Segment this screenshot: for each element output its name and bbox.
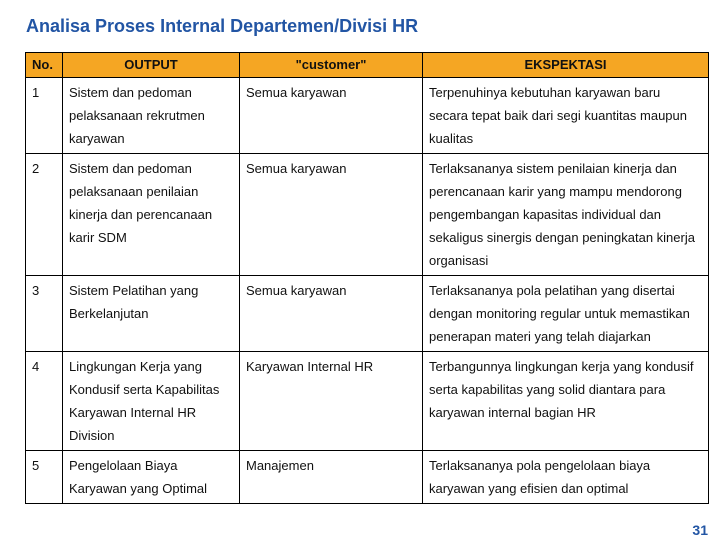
slide-title: Analisa Proses Internal Departemen/Divisi HR xyxy=(26,16,419,36)
cell-customer: Semua karyawan xyxy=(240,276,423,352)
table-row xyxy=(26,276,709,352)
cell-no: 2 xyxy=(26,154,63,276)
cell-no: 3 xyxy=(26,276,63,352)
cell-customer: Semua karyawan xyxy=(240,154,423,276)
cell-ekspektasi: Terlaksananya pola pelatihan yang disertai dengan monitoring regular untuk memastikan penerapan materi yang telah diajarkan xyxy=(423,276,709,352)
cell-output: Sistem Pelatihan yang Berkelanjutan xyxy=(63,276,240,352)
cell-customer: Manajemen xyxy=(240,451,423,504)
cell-customer: Semua karyawan xyxy=(240,78,423,154)
table-row xyxy=(26,352,709,451)
header-no: No. xyxy=(26,53,63,78)
page-number: 31 xyxy=(692,522,708,538)
cell-no: 1 xyxy=(26,78,63,154)
table-row xyxy=(26,78,709,154)
hr-process-table xyxy=(25,52,709,504)
cell-ekspektasi: Terbangunnya lingkungan kerja yang kondusif serta kapabilitas yang solid diantara para karyawan internal bagian HR xyxy=(423,352,709,451)
table-header-row xyxy=(26,53,709,78)
cell-output: Sistem dan pedoman pelaksanaan penilaian kinerja dan perencanaan karir SDM xyxy=(63,154,240,276)
cell-output: Sistem dan pedoman pelaksanaan rekrutmen karyawan xyxy=(63,78,240,154)
header-output: OUTPUT xyxy=(63,53,240,78)
cell-customer: Karyawan Internal HR xyxy=(240,352,423,451)
header-customer: "customer" xyxy=(240,53,423,78)
table-row xyxy=(26,154,709,276)
cell-ekspektasi: Terpenuhinya kebutuhan karyawan baru secara tepat baik dari segi kuantitas maupun kualitas xyxy=(423,78,709,154)
cell-no: 4 xyxy=(26,352,63,451)
cell-output: Lingkungan Kerja yang Kondusif serta Kapabilitas Karyawan Internal HR Division xyxy=(63,352,240,451)
cell-no: 5 xyxy=(26,451,63,504)
cell-output: Pengelolaan Biaya Karyawan yang Optimal xyxy=(63,451,240,504)
header-ekspektasi: EKSPEKTASI xyxy=(423,53,709,78)
cell-ekspektasi: Terlaksananya sistem penilaian kinerja dan perencanaan karir yang mampu mendorong pengembangan kapasitas individual dan sekaligus sinergis dengan peningkatan kinerja organisasi xyxy=(423,154,709,276)
table-row xyxy=(26,451,709,504)
cell-ekspektasi: Terlaksananya pola pengelolaan biaya karyawan yang efisien dan optimal xyxy=(423,451,709,504)
